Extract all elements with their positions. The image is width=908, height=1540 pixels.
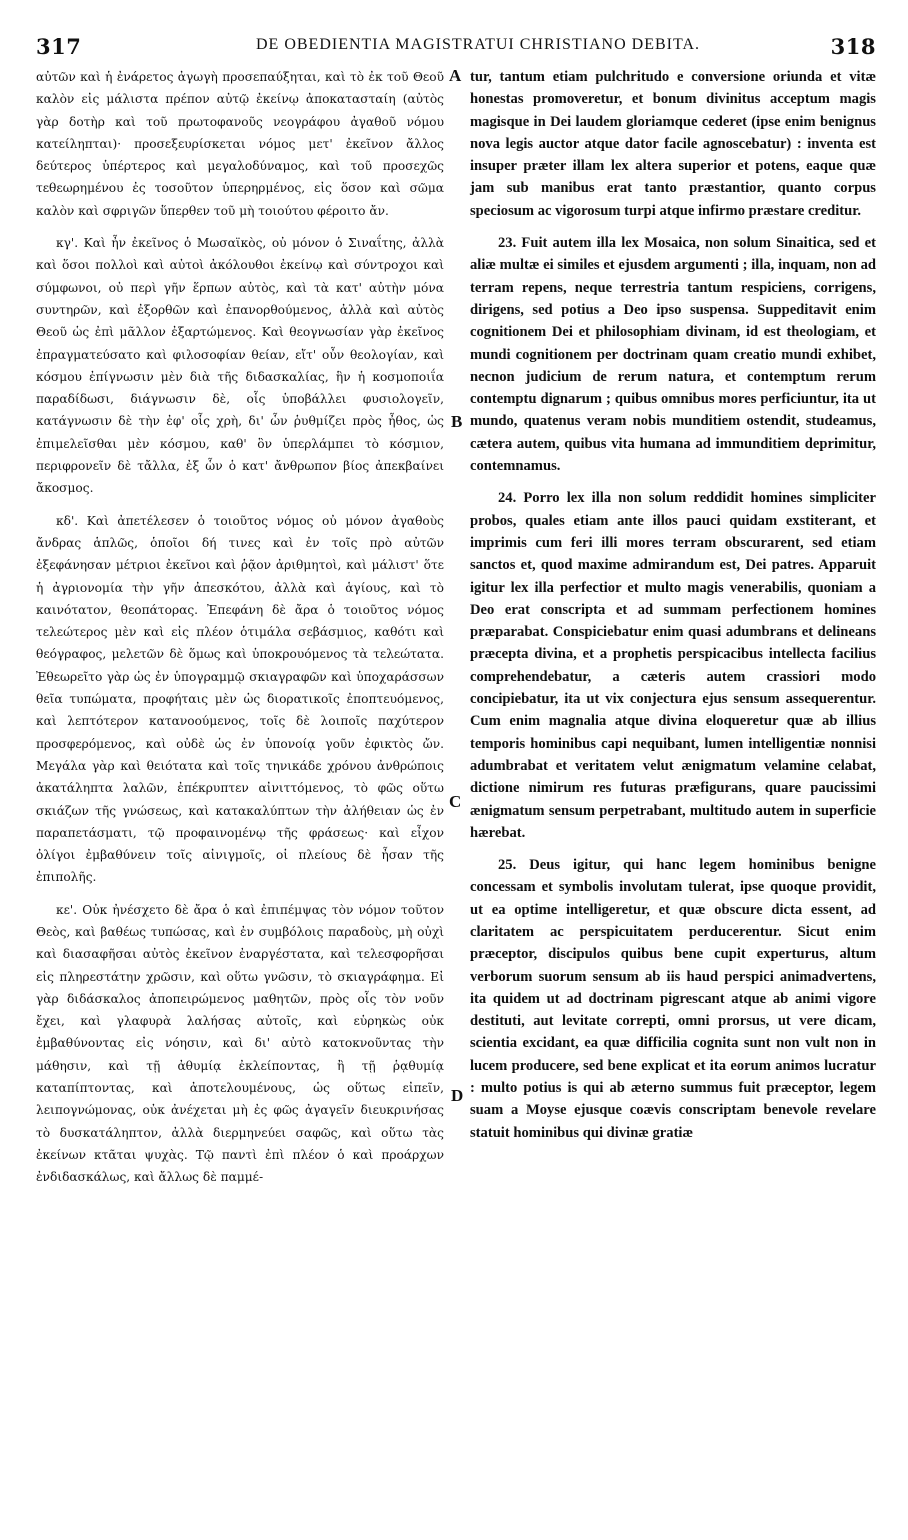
margin-marker-c: C: [449, 792, 462, 811]
greek-paragraph-22-end: αὐτῶν καὶ ἡ ἐνάρετος ἀγωγὴ προσεπαύξηται, καὶ τὸ ἐκ τοῦ Θεοῦ καλὸν εἰς μάλιστα πρέπον αὐτῷ ἐκείνῳ ἀποκατασταίη (αὐτὸς γὰρ δοτὴρ καὶ τοῦ πρωτοφανοῦς νεογράφου ἀγαθοῦ νόμου κατείληπται)· προσεξευρίσκεται νόμος μετ' ἐκεῖνον ἄλλος δεύτερος ὑπέρτερος καὶ μεγαλοδύναμος, καὶ τοῦ προσεχῶς τεθεωρημένου ἐς τοσοῦτον ὑπερηρμένος, εἰς ὅσον καὶ σῶμα καλὸν καὶ σφριγῶν ὕπερθεν τοῦ μὴ τοιούτου φέροιτο ἄν.: [36, 70, 444, 218]
greek-paragraph-23: κγ'. Καὶ ἦν ἐκεῖνος ὁ Μωσαϊκὸς, οὐ μόνον ὁ Σιναΐτης, ἀλλὰ καὶ ὅσοι πολλοὶ καὶ αὐτοὶ ἀκόλουθοι ἐκείνῳ καὶ σύντροχοι καὶ σύμφωνοι, οὐ περὶ γῆν ἕρπων αὐτὸς, καὶ τὰ κατ' αὐτὴν μόνα συντηρῶν, καὶ ἐξορθῶν καὶ ἐπανορθούμενος, ἀλλὰ καὶ αὐτὸς Θεοῦ ὡς ἐπὶ μᾶλλον ἐξαρτώμενος. Καὶ θεογνωσίαν γὰρ ἐκεῖνος ἐπραγματεύσατο καὶ φιλοσοφίαν θείαν, εἴτ' οὖν θεολογίαν, καὶ κόσμου ἐπίγνωσιν μὲν διὰ τῆς διδασκαλίας, ἣν ἡ κοσμοποιΐα παραδίδωσι, διάγνωσιν δὲ, οἷς ὑποβάλλει φυσιολογεῖν, κατάγνωσιν δὲ τὴν ἐφ' οἷς χρὴ, δι' ὧν ῥυθμίζει πρὸς ἦθος, ὡς ἐπιμελεῖσθαι μὲν κόσμου, καθ' ὃν ὑπερλάμπει τὸ κόσμιον, περιφρονεῖν δὲ τἄλλα, ἐξ ὧν ὁ κατ' ἄνθρωπον βίος ἀπεκβαίνει ἄκοσμος.: [36, 236, 444, 496]
margin-marker-b: B: [451, 412, 463, 431]
latin-paragraph-24: 24. Porro lex illa non solum reddidit homines simpliciter probos, quales etiam ante illos pauci quidam exstiterant, et imprimis cum feri illi mores terram obscurarent, sed etiam sanctos et, quod maxime admirandum est, Dei patres. Apparuit igitur lex illa perfectior et multo magis venerabilis, quoniam a Deo erat conscripta et ad summam perfectionem homines præparabat. Conspiciebatur enim quasi adumbrans et delineans præcepta divina, et a prophetis perspicacibus intellecta facilius comprehendebatur, a cæteris autem crassiori modo concipiebatur, ita ut vix conjectura ejus sensum assequerentur. Cum enim magnalia atque divina eloqueretur quæ ab illius temporis hominibus capi nequibant, lumen intelligentiæ nonnisi adumbrabat et veritatem velut ænigmatum velamine celabat, dictione nimirum res futuras præfigurans, quare paucissimi ænigmatum sensum perpetrabant, multitudo autem in superficie hærebat.: [470, 490, 876, 841]
margin-marker-a: A: [449, 66, 462, 85]
latin-paragraph-25: 25. Deus igitur, qui hanc legem hominibus benigne concessam et symbolis involutam tulerat, ipse quoque providit, ut ea optime intelligeretur, et quæ obscure dicta essent, ad claritatem ac perspicuitatem perducerentur. Sicut enim præceptor, discipulos quibus bene cupit experturus, altum verborum suorum sensum ab iis haud perspici animadvertens, ita quidem ut ad doctrinam pigrescant atque ab animi vigore destituti, aut levitate correpti, omni prorsus, ut vere dicam, scientia excidant, ea quæ difficilia cognita sunt non vult non in lucem producere, sed bene explicat et ita eorum animos lucratur : multo potius is qui ab æterno summus fuit præceptor, legem suam a Moyse ejusque coævis conscriptam benevole revelare statuit hominibus qui divinæ gratiæ: [470, 857, 876, 1141]
greek-column: [36, 66, 444, 1199]
greek-paragraph-24: κδ'. Καὶ ἀπετέλεσεν ὁ τοιοῦτος νόμος οὐ μόνον ἀγαθοὺς ἄνδρας ἁπλῶς, ὁποῖοι δή τινες καὶ ἐν τοῖς πρὸ αὐτῶν ἐξεφάνησαν μέτριοι ἐκεῖνοι καὶ ῥᾷον ἀριθμητοὶ, καὶ μάλιστ' ὅτε ἡ ἀγριονομία τὴν γῆν ἀπεσκότου, ἀλλὰ καὶ ἁγίους, καὶ τὸ καινότατον, θεοπάτορας. Ἐπεφάνη δὲ ἄρα ὁ τοιοῦτος νόμος τελεώτερος μὲν καὶ εἰς πλέον ὁτιμάλα σεβάσμιος, καθότι καὶ θεόγραφος, μελετῶν δὲ ὅμως καὶ ὑποκρουόμενος τὰ τελεώτατα. Ἐθεωρεῖτο γὰρ ὡς ἐν ὑπογραμμῷ σκιαγραφῶν καὶ ὑποχαράσσων θεῖα τυπώματα, προφήταις μὲν ὡς διορατικοῖς ἐποπτευόμενος, καὶ λεπτότερον κατανοούμενος, τοῖς δὲ λοιποῖς παχύτερον προσφερόμενος, καὶ οὐδὲ ὡς ἐν ὑπονοίᾳ γοῦν ἐφικτὸς ὤν. Μεγάλα γὰρ καὶ θειότατα καὶ τοῖς τηνικάδε χρόνου ἀνθρώποις ἀκατάληπτα λαλῶν, ἐπέκρυπτεν αἰνιττόμενος, τὸ φῶς οὕτω σκιάζων τῆς γνώσεως, καὶ κατακαλύπτων τὴν ἀλήθειαν ὡς ἐν παραπετάσματι, τῷ προφαινομένῳ τῆς φράσεως· καὶ εἶχον ὀλίγοι ἐμβαθύνειν τοῖς αἰνιγμοῖς, οἱ πλείους δὲ ἦσαν τῆς ἐπιπολῆς.: [36, 513, 444, 885]
page-number-left: 317: [36, 34, 82, 59]
page-number-right: 318: [830, 34, 876, 59]
running-title: DE OBEDIENTIA MAGISTRATUI CHRISTIANO DEBITA.: [255, 36, 701, 53]
margin-marker-d: D: [451, 1086, 464, 1105]
latin-paragraph-23: 23. Fuit autem illa lex Mosaica, non solum Sinaitica, sed et aliæ multæ ei similes et ejusdem argumenti ; illa, inquam, non ad terram repens, neque terrestria tantum respiciens, corrigens, dirigens, sed potius a Deo ipso suspensa. Suppeditavit enim cognitionem Dei et philosophiam divinam, id est theologiam, et mundi cognitionem per doctrinam quam creatio mundi exhibet, necnon judicium de rerum natura, et contemptum rerum contemptu dignarum ; quibus omnibus mores perficiuntur, ita ut mundo, quatenus veram nobis munditiem ostendit, studeamus, cætera autem, quibus vita humana ad immunditiem deprimitur, contemnamus.: [470, 235, 876, 475]
latin-column: [470, 66, 876, 1154]
running-header: [36, 34, 876, 64]
latin-paragraph-22-end: tur, tantum etiam pulchritudo e conversione oriunda et vitæ honestas promoveretur, et bonum divinitus acceptum magis magisque in Dei laudem gloriamque cederet (ipse enim benignus nova legis auctor atque dator facile agnoscebatur) : inventa est insuper præter illam lex altera superior et potens, eaque quæ jam sub manibus erat tanto præstantior, quanto corpus speciosum ac vigorosum turpi atque infirmo præstare creditur.: [470, 69, 876, 219]
greek-paragraph-25: κε'. Οὐκ ἠνέσχετο δὲ ἄρα ὁ καὶ ἐπιπέμψας τὸν νόμον τοῦτον Θεὸς, καὶ βαθέως τυπώσας, καὶ ἐν συμβόλοις παραδοὺς, μὴ οὐχὶ καὶ διασαφῆσαι αὐτὸς ἐκεῖνον ἐναργέστατα, καὶ τελεσφορῆσαι εἰς πληρεστάτην χρῶσιν, καὶ οὕτω γνῶσιν, τὸ σκιαγράφημα. Εἰ γὰρ διδάσκαλος ἀποπειρώμενος μαθητῶν, πρὸς οἷς τὸν νοῦν ἔχει, καὶ γλαφυρὰ λαλήσας αὐτοῖς, καὶ εὑρηκὼς οὐκ ἐμβαθύνοντας εἰς νόησιν, καὶ δι' αὐτὸ κατοκνοῦντας τὴν μάθησιν, καὶ τῇ ἀθυμίᾳ ἐκλείποντας, ἢ τῇ ῥᾳθυμίᾳ καταπίπτοντας, καὶ ἀποτελουμένους, ὡς οὕτως εἰπεῖν, λειπογνώμονας, οὐκ ἀνέχεται μὴ ἐς φῶς ἀγαγεῖν διευκρινήσας τὸ δυσκατάληπτον, ἀλλὰ διερμηνεύει σαφῶς, καὶ οὕτω τὰς ἐκείνων κτᾶται ψυχὰς. Τῷ παντὶ ἐπὶ πλέον ὁ καὶ προάρχων ἐνδιδασκάλως, καὶ ἄλλως δὲ παμμέ-: [36, 902, 444, 1185]
